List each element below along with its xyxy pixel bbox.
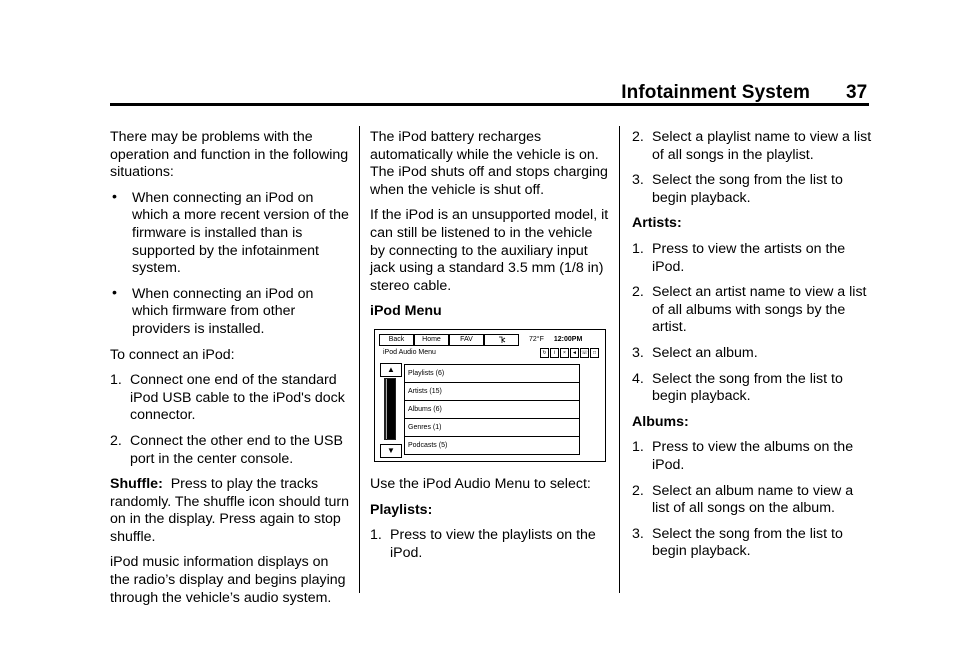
artists-step: 4. Select the song from the list to begin playback. <box>632 370 843 405</box>
menu-item-artists: Artists (15) <box>404 382 580 400</box>
playlists-step: 2. Select a playlist name to view a list of all songs in the playlist. <box>632 129 872 163</box>
battery-paragraph: The iPod battery recharges automatically while the vehicle is on. The iPod shuts off and stops charging when the vehicle is shut off. <box>370 129 608 198</box>
unsupported-paragraph: If the iPod is an unsupported model, it can still be listened to in the vehicle by connecting to the auxiliary input jack using a standard 3.5 mm (1/8 in) stereo cable. <box>370 207 609 294</box>
tone-icon <box>484 334 519 346</box>
use-menu-paragraph: Use the iPod Audio Menu to select: <box>370 475 591 492</box>
info-icon: i <box>550 348 559 358</box>
albums-heading: Albums: <box>632 413 689 430</box>
problems-intro: There may be problems with the operation and function in the following situations: <box>110 129 349 181</box>
temperature-readout: 72°F <box>529 335 544 343</box>
column-1 <box>110 129 350 615</box>
menu-icons <box>540 348 599 358</box>
clock-readout: 12:00PM <box>553 335 583 343</box>
playlists-step: 3. Select the song from the list to begin playback. <box>632 172 843 206</box>
fav-button: FAV <box>449 334 484 346</box>
albums-step: 2. Select an album name to view a list of all songs on the album. <box>632 482 854 517</box>
shuffle-text: Press to play the tracks randomly. The shuffle icon should turn on in the display. Press again to stop shuffle. <box>110 476 349 545</box>
scroll-up-arrow-icon: ▲ <box>380 363 402 377</box>
artists-heading: Artists: <box>632 215 682 232</box>
shuffle-icon: × <box>560 348 569 358</box>
speaker-icon: ◄ <box>570 348 579 358</box>
scroll-down-arrow-icon: ▼ <box>380 444 402 458</box>
info-paragraph: iPod music information displays on the radio’s display and begins playing through the vehicle’s audio system. <box>110 554 346 606</box>
ipod-menu-heading: iPod Menu <box>370 303 442 320</box>
bullet-item: • When connecting an iPod on which a more recent version of the firmware is installed than is supported by the infotainment system. <box>112 188 349 277</box>
artists-step: 1. Press to view the artists on the iPod. <box>632 240 846 275</box>
section-title: Infotainment System <box>621 82 810 103</box>
bullet-icon: • <box>112 284 117 301</box>
shuffle-paragraph <box>110 476 350 546</box>
column-2 <box>370 129 610 570</box>
back-button: Back <box>379 334 414 346</box>
artists-step: 3. Select an album. <box>632 344 758 361</box>
column-3 <box>632 129 872 569</box>
albums-step: 3. Select the song from the list to begin playback. <box>632 525 843 560</box>
ipod-menu-screen-figure <box>374 329 606 462</box>
settings-icon: □ <box>590 348 599 358</box>
shuffle-label: Shuffle: <box>110 476 163 493</box>
connect-intro: To connect an iPod: <box>110 346 235 363</box>
playlists-heading: Playlists: <box>370 501 433 518</box>
menu-list <box>404 364 580 455</box>
playlists-step: 1. Press to view the playlists on the iPod. <box>370 527 596 561</box>
home-button: Home <box>414 334 449 346</box>
phone-icon: ☏ <box>581 349 588 356</box>
column-divider-1 <box>359 126 360 593</box>
artists-step: 2. Select an artist name to view a list of all albums with songs by the artist. <box>632 284 867 336</box>
column-divider-2 <box>619 126 620 593</box>
menu-title: iPod Audio Menu <box>383 348 436 356</box>
repeat-icon: ↻ <box>540 348 549 358</box>
menu-item-albums: Albums (6) <box>404 400 580 418</box>
albums-step: 1. Press to view the albums on the iPod. <box>632 439 854 473</box>
bullet-item: • When connecting an iPod on which firmware from other providers is installed. <box>112 284 314 337</box>
scroll-thumb <box>386 379 395 439</box>
menu-item-podcasts: Podcasts (5) <box>404 436 580 455</box>
menu-item-playlists: Playlists (6) <box>404 364 580 382</box>
connect-step: 2. Connect the other end to the USB port in the center console. <box>110 432 343 467</box>
bullet-icon: • <box>112 188 117 205</box>
connect-step: 1. Connect one end of the standard iPod USB cable to the iPod's dock connector. <box>110 372 345 424</box>
header-rule <box>110 103 869 106</box>
menu-item-genres: Genres (1) <box>404 418 580 436</box>
page-number: 37 <box>846 82 868 103</box>
screen-top-bar <box>379 334 601 346</box>
